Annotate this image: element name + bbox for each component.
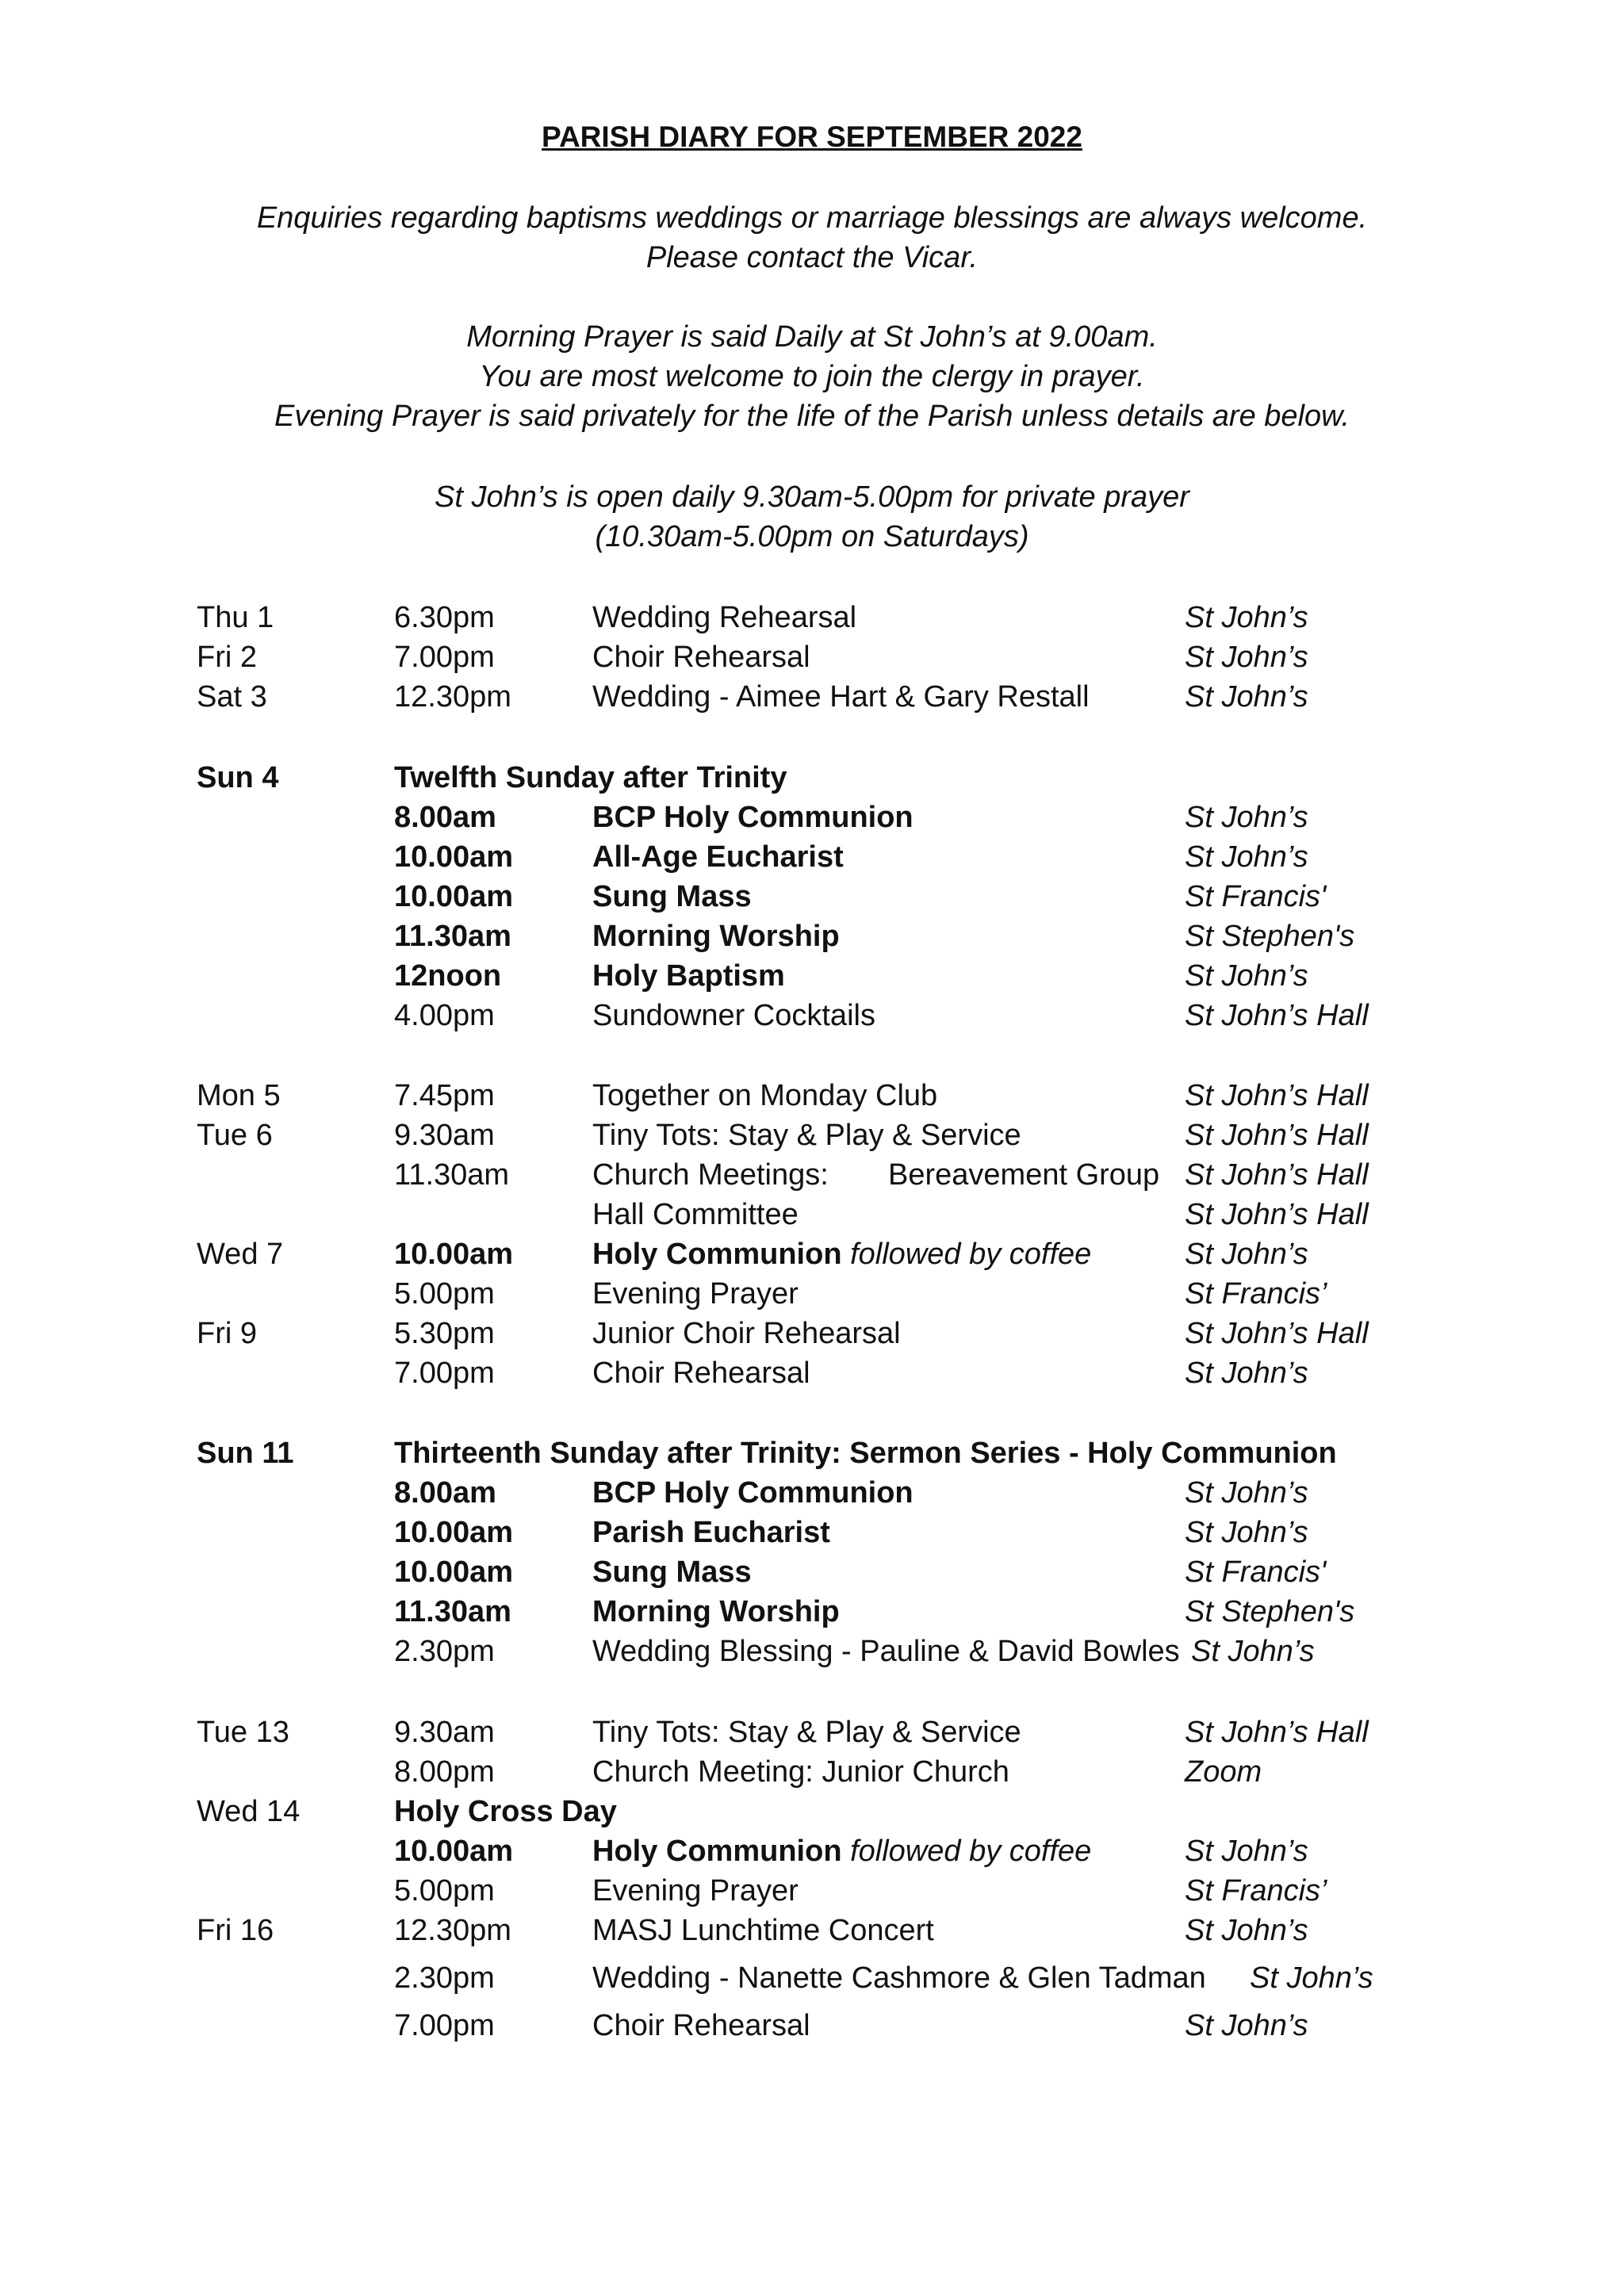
diary-row [0,1473,1624,1513]
diary-event [592,637,810,677]
diary-row [0,637,1624,677]
diary-event [592,677,1090,717]
diary-time: 10.00am [394,1238,514,1271]
intro-line: St John’s is open daily 9.30am-5.00pm for private prayer [435,480,1189,514]
diary-row [0,1592,1624,1632]
diary-venue: St John’s [1250,1961,1373,1995]
diary-heading-row [0,1792,1624,1831]
diary-event [592,1314,901,1353]
diary-event-title: Parish Eucharist [592,1516,830,1549]
diary-event [592,1473,914,1513]
diary-time: 11.30am [394,1595,511,1628]
diary-venue: St Francis' [1185,1556,1327,1589]
diary-row [0,1552,1624,1592]
diary-time: 11.30am [394,920,511,953]
diary-event-title: Sundowner Cocktails [592,999,875,1032]
diary-venue: St Francis’ [1185,1277,1327,1311]
diary-venue: St John’s Hall [1185,1079,1369,1112]
diary-time: 12.30pm [394,1914,511,1947]
diary-time: 5.00pm [394,1277,495,1311]
diary-event-title: All-Age Eucharist [592,840,844,874]
diary-venue: St John’s Hall [1185,1198,1369,1231]
diary-venue: St Stephen's [1185,920,1355,953]
diary-time: 10.00am [394,1516,514,1549]
diary-event [592,1911,934,1950]
diary-time: 10.00am [394,880,514,913]
diary-row [0,598,1624,637]
diary-time: 5.30pm [394,1317,495,1350]
diary-time: 9.30am [394,1716,495,1749]
diary-day: Sun 4 [197,761,279,794]
diary-day: Sun 11 [197,1437,294,1470]
diary-venue: St John’s [1185,840,1308,874]
diary-heading-row [0,1433,1624,1473]
diary-time: 7.00pm [394,641,495,674]
intro-line: Please contact the Vicar. [645,241,979,274]
diary-event [592,1592,840,1632]
diary-event-title: Holy Baptism [592,959,785,993]
diary-row [0,1314,1624,1353]
diary-row [0,956,1624,996]
diary-time: 8.00am [394,1476,496,1510]
diary-row [0,798,1624,837]
prayer-notice [0,317,1624,436]
diary-venue: St John’s [1185,1357,1308,1390]
diary-event [592,1712,1021,1752]
diary-venue: St John’s [1185,680,1308,714]
diary-row [0,1911,1624,1950]
diary-day: Tue 13 [197,1716,289,1749]
diary-row [0,996,1624,1035]
diary-day: Fri 9 [197,1317,257,1350]
diary-event [592,1234,1091,1274]
diary-row [0,1871,1624,1911]
diary-time: 10.00am [394,1835,514,1868]
diary-venue: St Stephen's [1185,1595,1355,1628]
diary-venue: St Francis' [1185,880,1327,913]
diary-time: 7.45pm [394,1079,495,1112]
diary-venue: St Francis’ [1185,1874,1327,1908]
enquiries-notice [0,198,1624,277]
diary-heading: Twelfth Sunday after Trinity [394,761,787,794]
diary-event-title: Wedding - Aimee Hart & Gary Restall [592,680,1090,714]
diary-venue: St John’s [1185,1914,1308,1947]
diary-event-note: followed by coffee [850,1238,1092,1271]
diary-time: 4.00pm [394,999,495,1032]
diary-row [0,1712,1624,1752]
diary-time: 11.30am [394,1158,510,1192]
diary-event [592,1552,752,1592]
diary-day: Fri 16 [197,1914,274,1947]
diary-row [0,1752,1624,1792]
diary-venue: St John’s Hall [1185,999,1369,1032]
intro-line: Morning Prayer is said Daily at St John’s at 9.00am. [466,320,1158,354]
diary-day: Wed 7 [197,1238,284,1271]
diary-event [592,1831,1091,1871]
diary-time: 9.30am [394,1119,495,1152]
diary-event [592,2006,810,2045]
diary-day: Mon 5 [197,1079,281,1112]
diary-time: 2.30pm [394,1635,495,1668]
diary-event-note: followed by coffee [850,1835,1092,1868]
diary-time: 12noon [394,959,502,993]
diary-row [0,837,1624,877]
intro-line: You are most welcome to join the clergy in prayer. [479,360,1145,393]
diary-event-title: MASJ Lunchtime Concert [592,1914,934,1947]
diary-row [0,1831,1624,1871]
diary-venue: Zoom [1185,1755,1262,1789]
diary-time: 2.30pm [394,1961,495,1995]
diary-event [592,1155,829,1195]
diary-day: Tue 6 [197,1119,273,1152]
diary-venue: St John’s Hall [1185,1119,1369,1152]
diary-event-title: Together on Monday Club [592,1079,938,1112]
diary-row [0,1274,1624,1314]
diary-time: 10.00am [394,840,514,874]
intro-line: Evening Prayer is said privately for the life of the Parish unless details are below. [274,400,1350,433]
diary-event-title: BCP Holy Communion [592,801,914,834]
diary-venue: St John’s Hall [1185,1158,1369,1192]
diary-event-title: Holy Communion [592,1835,842,1868]
diary-time: 6.30pm [394,601,495,634]
intro-line: Enquiries regarding baptisms weddings or marriage blessings are always welcome. [256,201,1368,235]
diary-event [592,1958,1206,1998]
diary-event-title: Sung Mass [592,880,752,913]
diary-event-title: Choir Rehearsal [592,1357,810,1390]
diary-event-title: Wedding Blessing - Pauline & David Bowles [592,1635,1180,1668]
diary-event-title: Sung Mass [592,1556,752,1589]
diary-event [592,956,785,996]
diary-time: 8.00am [394,801,496,834]
page-title: PARISH DIARY FOR SEPTEMBER 2022 [542,121,1082,153]
diary-row [0,916,1624,956]
diary-event-title: Choir Rehearsal [592,2009,810,2042]
diary-heading: Thirteenth Sunday after Trinity: Sermon Series - Holy Communion [394,1437,1337,1470]
diary-row [0,1195,1624,1234]
diary-row [0,677,1624,717]
diary-event [592,837,844,877]
diary-event [592,1632,1180,1671]
diary-venue: St John’s [1185,801,1308,834]
diary-time: 5.00pm [394,1874,495,1908]
opening-hours-notice [0,477,1624,557]
diary-row [0,2006,1624,2045]
diary-event-title: Evening Prayer [592,1277,799,1311]
diary-event [592,877,752,916]
diary-row [0,1513,1624,1552]
diary-venue: St John’s [1185,641,1308,674]
diary-venue: St John’s [1191,1635,1315,1668]
diary-event [592,798,914,837]
diary-event [592,996,875,1035]
diary-time: 7.00pm [394,1357,495,1390]
diary-time: 8.00pm [394,1755,495,1789]
diary-row [0,1234,1624,1274]
diary-event [592,1513,830,1552]
diary-event-title: Hall Committee [592,1198,799,1231]
diary-event-title: Wedding Rehearsal [592,601,857,634]
diary-time: 12.30pm [394,680,511,714]
diary-row [0,1115,1624,1155]
diary-event [592,916,840,956]
diary-venue: St John’s [1185,1835,1308,1868]
diary-event [592,1076,937,1115]
diary-venue: St John’s [1185,601,1308,634]
diary-day: Wed 14 [197,1795,301,1828]
diary-row [0,1632,1624,1671]
diary-event-title: Junior Choir Rehearsal [592,1317,901,1350]
diary-event [592,1274,799,1314]
diary-event-title: Church Meeting: Junior Church [592,1755,1009,1789]
diary-row [0,1958,1624,1998]
diary-event-title: Evening Prayer [592,1874,799,1908]
diary-event [592,1871,799,1911]
diary-event [592,598,856,637]
diary-event-title: Tiny Tots: Stay & Play & Service [592,1119,1021,1152]
diary-venue: St John’s [1185,1238,1308,1271]
diary-venue: St John’s [1185,959,1308,993]
diary-event-title: Church Meetings: [592,1158,829,1192]
diary-time: 10.00am [394,1556,514,1589]
diary-event-title: Morning Worship [592,920,840,953]
diary-row [0,1076,1624,1115]
diary-event [592,1752,1009,1792]
diary-time: 7.00pm [394,2009,495,2042]
diary-venue: St John’s Hall [1185,1716,1369,1749]
diary-event-title: BCP Holy Communion [592,1476,914,1510]
diary-event-title: Morning Worship [592,1595,840,1628]
diary-event-title: Choir Rehearsal [592,641,810,674]
diary-event-title: Holy Communion [592,1238,842,1271]
diary-venue: St John’s Hall [1185,1317,1369,1350]
diary-event [592,1353,810,1393]
diary-event-title: Tiny Tots: Stay & Play & Service [592,1716,1021,1749]
diary-heading: Holy Cross Day [394,1795,617,1828]
diary-row [0,1353,1624,1393]
diary-day: Fri 2 [197,641,257,674]
diary-venue: St John’s [1185,1516,1308,1549]
intro-line: (10.30am-5.00pm on Saturdays) [595,520,1029,553]
diary-day: Thu 1 [197,601,274,634]
diary-event [592,1195,799,1234]
diary-heading-row [0,758,1624,798]
diary-venue: St John’s [1185,1476,1308,1510]
diary-meeting-group: Bereavement Group [888,1158,1160,1192]
diary-day: Sat 3 [197,680,267,714]
diary-row [0,877,1624,916]
diary-event [592,1115,1021,1155]
diary-row [0,1155,1624,1195]
diary-event-title: Wedding - Nanette Cashmore & Glen Tadman [592,1961,1206,1995]
diary-venue: St John’s [1185,2009,1308,2042]
